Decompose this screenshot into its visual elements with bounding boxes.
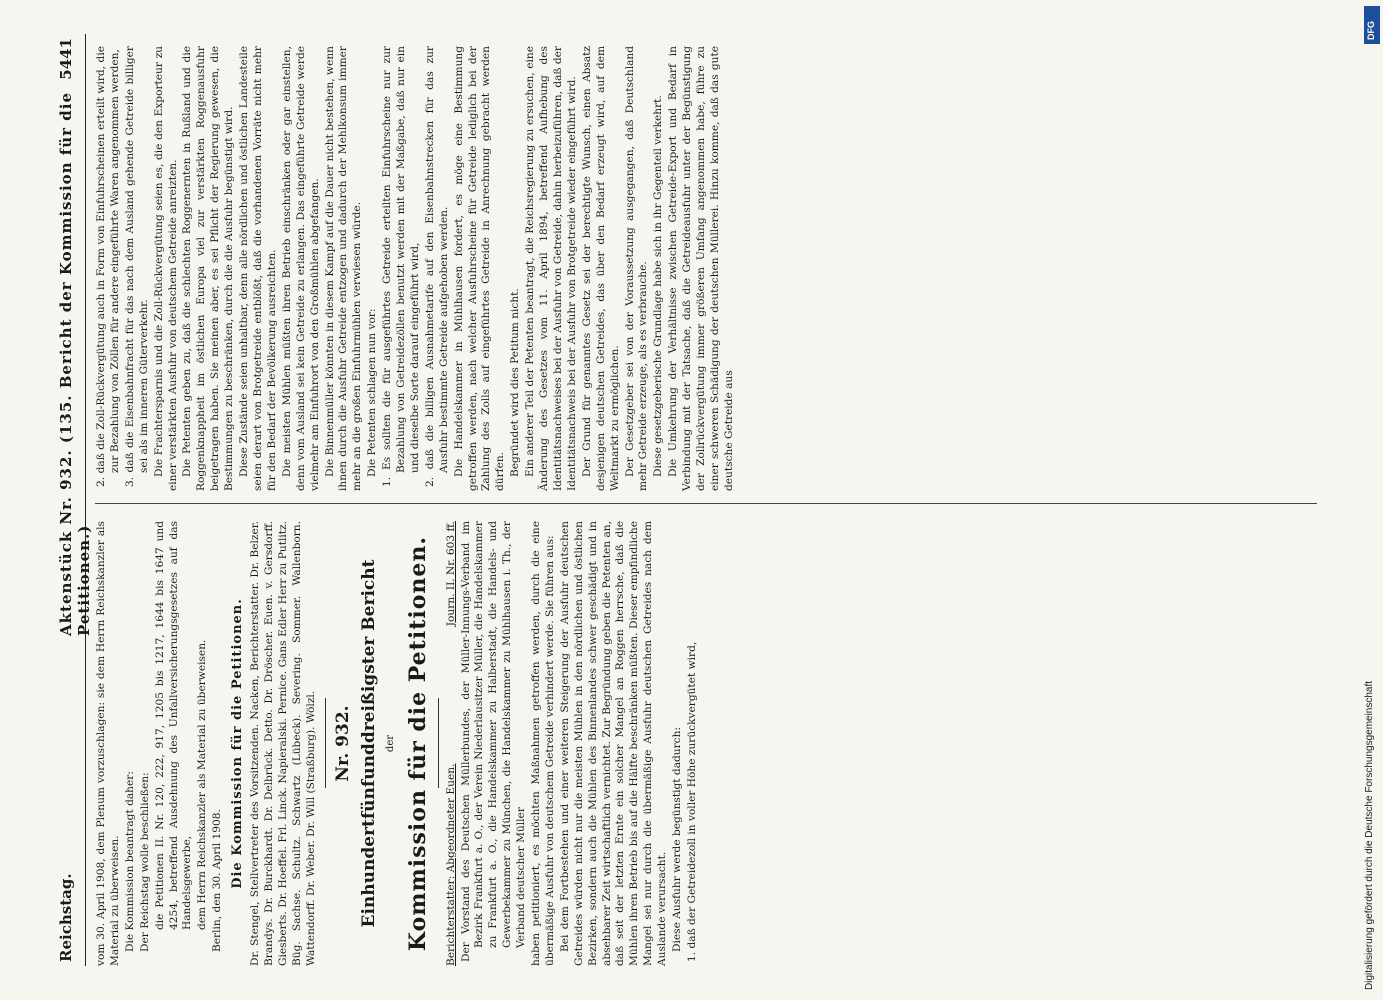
petitioner-list: Der Vorstand des Deutschen Müllerbundes, der Müller-Innungs-Verband im Bezirk Frankfurt a. O., der Verein Niederlausitzer Müller, die Handelskammer zu Frankfurt a. O., die Handelskammer zu Halberstadt, die Handels- und Gewerbekammer zu München, die Handelskammer zu Mühlhausen i. Th., der Verband deutscher Müller (459, 521, 528, 962)
paragraph: Die Petenten geben zu, daß die schlechten Roggenernten in Rußland und die Roggenknappheit im östlichen Europa viel zur verstärkten Roggenausfuhr beigetragen haben. Sie meinen aber, es sei Pflicht der Regierung gewesen, die Bestimmungen zu beschränken, durch die die Ausfuhr begünstigt wird. (181, 46, 236, 491)
paragraph: Die Binnenmüller könnten in diesem Kampf auf die Dauer nicht bestehen, wenn ihnen durch die Ausfuhr Getreide entzogen und dadurch der Mehlkonsum immer mehr an die großen Einfuhrmühlen verwiesen würde. (323, 46, 364, 491)
column-left (95, 521, 701, 966)
paragraph: Der Gesetzgeber sei von der Voraussetzung ausgegangen, daß Deutschland mehr Getreide erzeuge, als es verbrauche. (623, 46, 650, 491)
paragraph: Die Frachtersparnis und die Zoll-Rückvergütung seien es, die den Exporteur zu einer verstärkten Ausfuhr von deutschem Getreide anreizten. (152, 46, 179, 491)
der-label: der (384, 734, 396, 753)
page-header (55, 34, 93, 966)
divider-rule (438, 699, 439, 789)
paragraph: Bei dem Fortbestehen und einer weiteren Steigerung der Ausfuhr deutschen Getreides würden nicht nur die meisten Mühlen in den nördlichen und östlichen Bezirken, sondern auch die Mühlen des Binnenlandes schwer geschädigt und in absehbarer Zeit wirtschaftlich vernichtet. Zur Begründung geben die Petenten an, daß seit der letzten Ernte ein solcher Mangel an Roggen herrsche, daß die Mühlen ihren Betrieb bis auf die Hälfte beschränken müßten. Dieser empfindliche Mangel sei nur durch die übermäßige Ausfuhr deutschen Getreides nach dem Auslande verursacht. (558, 521, 669, 966)
paragraph: Ein anderer Teil der Petenten beantragt, die Reichsregierung zu ersuchen, eine Änderung des Gesetzes vom 11. April 1894, betreffend Aufhebung des Identitätsnachweises bei der Ausfuhr von Getreide, dahin herbeizuführen, daß der Identitätsnachweis bei der Ausfuhr von Brotgetreide wieder eingeführt wird. (524, 46, 578, 491)
digitization-note-text: Digitalisierung gefördert durch die Deutsche Forschungsgemeinschaft (1364, 680, 1375, 990)
header-title: Aktenstück Nr. 932. (135. Bericht der Kommission für die Petitionen.) (57, 92, 93, 636)
member-list: Dr. Stengel, Stellvertreter des Vorsitzenden. Nacken, Berichterstatter. Dr. Belzer. Brandys. Dr. Burckhardt. Dr. Delbrück. Detto. Dr. Dröscher. Euen. v. Gersdorff. Giesberts. Dr. Hoeffel. Frl. Linck. Napieralski. Pernice. Gans Edler Herr zu Putlitz. Büg. Sachse. Schultz. Schwartz (Lübeck). Severing. Sommer. Wallenborn. Wattendorff. Dr. Weber. Dr. Will (Straßburg). Wölzl. (249, 521, 317, 966)
date-line: Berlin, den 30. April 1908. (211, 809, 224, 952)
paragraph: Die Petenten schlagen nun vor: (366, 308, 379, 477)
paragraph: Die meisten Mühlen müßten ihren Betrieb einschränken oder gar einstellen, denn vom Ausland sei kein Getreide zu erlangen. Das eingeführte Getreide werde vielmehr am Einfuhrort von den Großmühlen abgefangen. (280, 46, 321, 491)
paragraph: Der Grund für genanntes Gesetz sei der berechtigte Wunsch, einen Absatz desjenigen deutschen Getreides, das über den Bedarf erzeugt wird, auf dem Weltmarkt zu ermöglichen. (580, 46, 621, 491)
list-item: 2. daß die billigen Ausnahmetarife auf den Eisenbahnstrecken für das zur Ausfuhr bestimmte Getreide aufgehoben werden. (423, 46, 450, 487)
paragraph: Begründet wird dies Petitum nicht. (509, 288, 522, 477)
paragraph: Die Umkehrung der Verhältnisse zwischen Getreide-Export und Bedarf in Verbindung mit der Tatsache, daß die Getreideausfuhr unter der Begünstigung der Zollrückvergütung immer größeren Umfang angenommen habe, führe zu einer schweren Schädigung der deutschen Müllerei. Hinzu komme, daß das gute deutsche Getreide aus (667, 46, 735, 491)
paragraph: Die Handelskammer in Mühlhausen fordert, es möge eine Bestimmung getroffen werden, nach welcher Ausfuhrscheine für Getreide lediglich bei der Zahlung des Zolls auf eingeführtes Getreide in Anrechnung gebracht werden dürfen. (452, 46, 507, 491)
dfg-logo-text: DFG (1366, 21, 1376, 40)
paragraph: Diese Ausfuhr werde begünstigt dadurch: (671, 726, 684, 952)
document-number: Nr. 932. (332, 705, 353, 782)
paragraph: die Petitionen II. Nr. 120, 222, 917, 1205 bis 1217, 1644 bis 1647 und 4254, betreffend Ausdehnung des Unfallversicherungsgesetzes auf das Handelsgewerbe, (153, 521, 194, 930)
digitization-note (1363, 10, 1379, 990)
list-item: 3. daß die Eisenbahnfracht für das nach dem Ausland gehende Getreide billiger sei als im inneren Güterverkehr. (123, 46, 150, 487)
reporter-label: Berichterstatter: Abgeordneter Euen. (444, 763, 457, 966)
page-number: 5441 (57, 38, 75, 80)
divider-rule (325, 699, 326, 789)
commission-title: Die Kommission für die Petitionen. (230, 598, 246, 889)
reporter-line (445, 521, 459, 966)
column-divider (95, 503, 1317, 504)
paragraph: Der Reichstag wolle beschließen: (138, 772, 151, 952)
paragraph: haben petitioniert, es möchten Maßnahmen getroffen werden, durch die eine übermäßige Ausfuhr von deutschem Getreide verhindert werde. Sie führen aus: (530, 521, 556, 966)
paragraph: Die Kommission beantragt daher: (123, 771, 136, 952)
paragraph: Diese gesetzgeberische Grundlage habe sich in ihr Gegenteil verkehrt. (652, 95, 665, 477)
journal-reference: Journ. II. Nr. 603 ff. (444, 521, 457, 627)
header-left: Reichstag. (57, 873, 75, 962)
report-title: Einhundertfünfunddreißigster Bericht (358, 559, 379, 928)
column-right (95, 46, 738, 491)
rotated-document (35, 34, 1325, 966)
list-item: 2. daß die Zoll-Rückvergütung auch in Form von Einfuhrscheinen erteilt wird, die zur Bezahlung von Zöllen für andere eingeführte Waren angenommen werden, (95, 46, 121, 487)
commission-big-title: Kommission für die Petitionen. (404, 535, 431, 952)
paragraph: dem Herrn Reichskanzler als Material zu überweisen. (196, 639, 209, 930)
list-item: 1. daß der Getreidezoll in voller Höhe zurückvergütet wird, (686, 641, 698, 962)
paragraph: vom 30. April 1908, dem Plenum vorzuschlagen: sie dem Herrn Reichskanzler als Material zu überweisen. (95, 521, 121, 966)
list-item: 1. Es sollten die für ausgeführtes Getreide erteilten Einfuhrscheine nur zur Bezahlung von Getreidezöllen benutzt werden mit der Maßgabe, daß nur ein und dieselbe Sorte darauf eingeführt wird, (381, 46, 421, 487)
paragraph: Diese Zustände seien unhaltbar, denn alle nördlichen und östlichen Landesteile seien derart von Brotgetreide entblößt, daß die vorhandenen Vorräte nicht mehr für den Bedarf der Bevölkerung ausreichten. (238, 46, 278, 491)
